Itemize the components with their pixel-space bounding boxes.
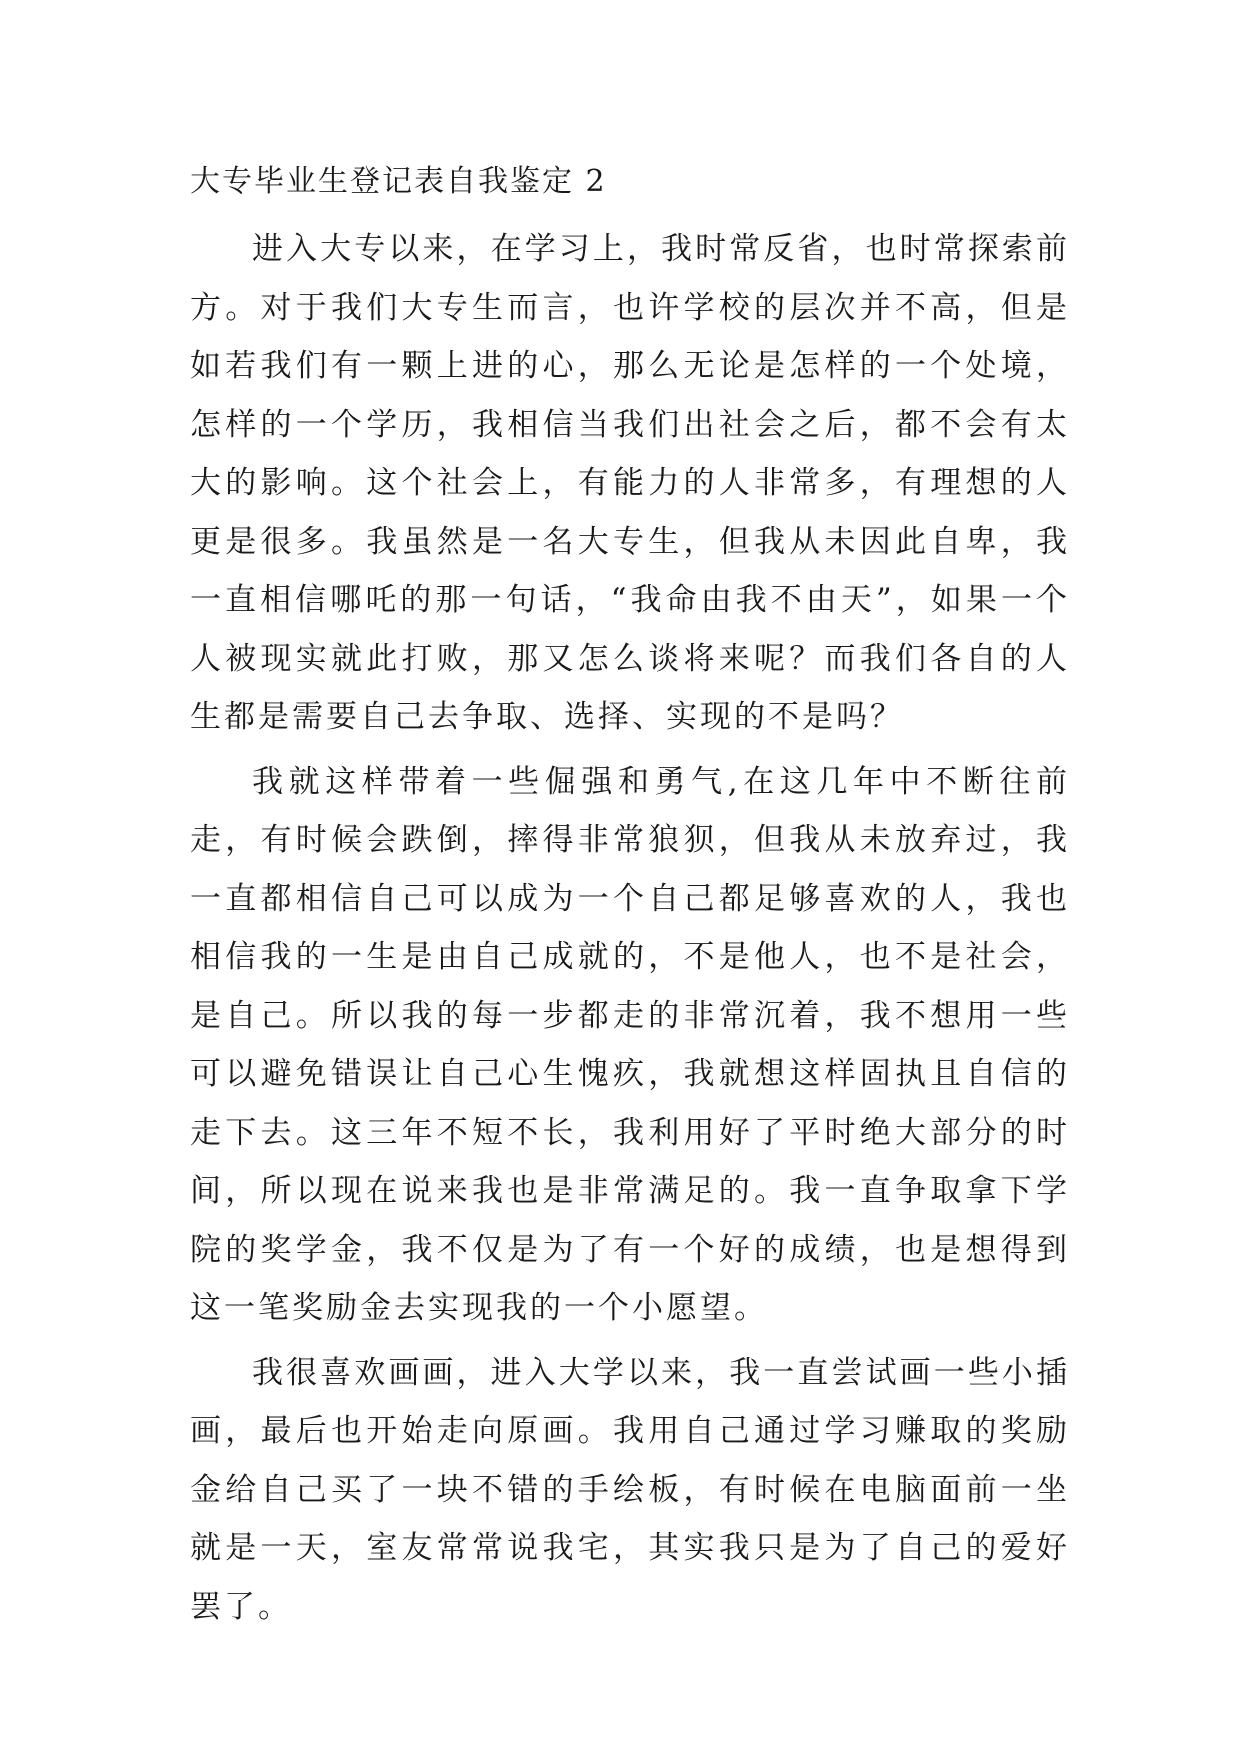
paragraph-3: 我很喜欢画画，进入大学以来，我一直尝试画一些小插画，最后也开始走向原画。我用自己通过学习赚取的奖励金给自己买了一块不错的手绘板，有时候在电脑面前一坐就是一天，室友常常说我宅，其实我只是为了自己的爱好罢了。 (190, 1354, 1070, 1625)
paragraph-2: 我就这样带着一些倔强和勇气,在这几年中不断往前走，有时候会跌倒，摔得非常狼狈，但我从未放弃过，我一直都相信自己可以成为一个自己都足够喜欢的人，我也相信我的一生是由自己成就的，不是他人，也不是社会，是自己。所以我的每一步都走的非常沉着，我不想用一些可以避免错误让自己心生愧疚，我就想这样固执且自信的走下去。这三年不短不长，我利用好了平时绝大部分的时间，所以现在说来我也是非常满足的。我一直争取拿下学院的奖学金，我不仅是为了有一个好的成绩，也是想得到这一笔奖励金去实现我的一个小愿望。 (190, 763, 1070, 1326)
document-body (190, 162, 1070, 1636)
document-title: 大专毕业生登记表自我鉴定 2 (190, 164, 607, 199)
paragraph-1: 进入大专以来，在学习上，我时常反省，也时常探索前方。对于我们大专生而言，也许学校的层次并不高，但是如若我们有一颗上进的心，那么无论是怎样的一个处境，怎样的一个学历，我相信当我们出社会之后，都不会有太大的影响。这个社会上，有能力的人非常多，有理想的人更是很多。我虽然是一名大专生，但我从未因此自卑，我一直相信哪吒的那一句话，“我命由我不由天”，如果一个人被现实就此打败，那又怎么谈将来呢？而我们各自的人生都是需要自己去争取、选择、实现的不是吗？ (190, 231, 1070, 735)
